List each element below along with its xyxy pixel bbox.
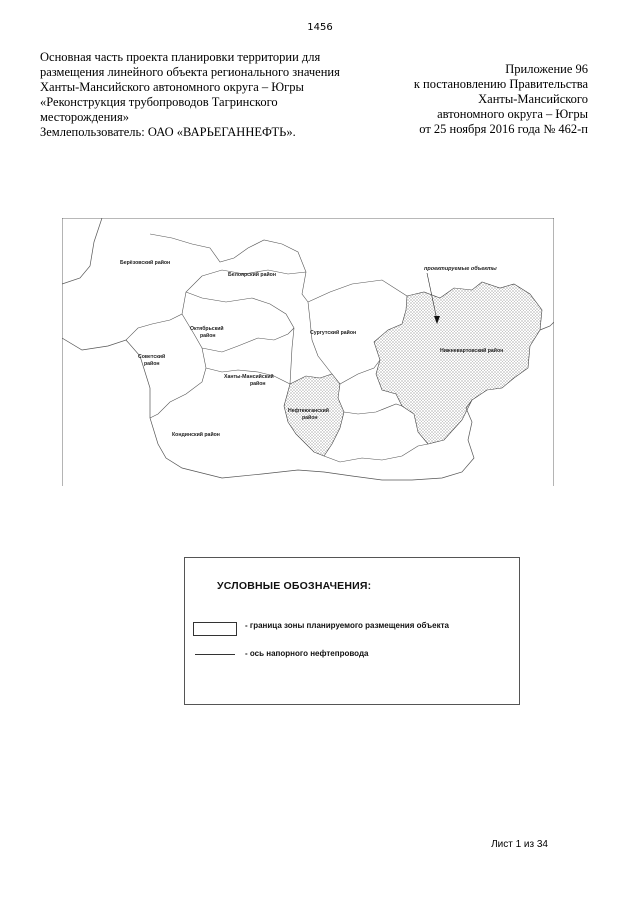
label-sovetsky-line2: район	[144, 361, 160, 367]
appendix-line: от 25 ноября 2016 года № 462-п	[419, 122, 588, 136]
label-sovetsky-line1: Советский	[138, 354, 166, 360]
label-oktyabrsky	[190, 325, 225, 339]
label-nefteyugansky-line1: Нефтеюганский	[288, 408, 329, 414]
district-nizhnevartovsk-area	[374, 282, 542, 444]
label-beloyarsky: Белоярский район	[228, 272, 276, 278]
label-oktyabrsky-line1: Октябрьский	[190, 326, 224, 332]
land-user-line: Землепользователь: ОАО «ВАРЬЕГАННЕФТЬ».	[40, 125, 296, 139]
legend-item-text: - ось напорного нефтепровода	[245, 649, 369, 658]
label-surgutsky: Сургутский район	[310, 330, 357, 336]
appendix-line: Приложение 96	[505, 62, 588, 76]
appendix-line: автономного округа – Югры	[437, 107, 588, 121]
appendix-line: к постановлению Правительства	[413, 77, 588, 91]
label-nefteyugansky-line2: район	[302, 415, 318, 421]
annotation-projected-objects: проектируемые объекты	[424, 266, 497, 272]
sheet-counter: Лист 1 из 34	[491, 839, 548, 850]
label-khm-line2: район	[250, 381, 266, 387]
pipeline-line-icon	[195, 654, 235, 655]
label-khm-line1: Ханты-Мансийский	[224, 374, 274, 380]
label-khanty-mansiysky	[224, 373, 275, 387]
page-number: 1456	[307, 22, 333, 33]
title-line: «Реконструкция трубопроводов Тагринского	[40, 95, 278, 109]
legend-item-text: - граница зоны планируемого размещения объекта	[245, 621, 449, 630]
label-sovetsky	[138, 353, 167, 367]
map-svg	[62, 218, 554, 486]
title-line: размещения линейного объекта регионального значения	[40, 65, 340, 79]
appendix-block	[414, 62, 588, 137]
label-berezovsky: Берёзовский район	[120, 260, 171, 266]
title-line: месторождения»	[40, 110, 129, 124]
legend-title: УСЛОВНЫЕ ОБОЗНАЧЕНИЯ:	[217, 580, 372, 592]
district-map	[62, 218, 554, 486]
appendix-line: Ханты-Мансийского	[478, 92, 588, 106]
map-legend	[184, 557, 520, 705]
title-line: Ханты-Мансийского автономного округа – Югры	[40, 80, 304, 94]
label-kondinsky: Кондинский район	[172, 432, 220, 438]
boundary-box-icon	[193, 622, 237, 636]
document-title-block	[40, 50, 370, 140]
label-oktyabrsky-line2: район	[200, 333, 216, 339]
title-line: Основная часть проекта планировки территории для	[40, 50, 321, 64]
label-nizhnevartovsky: Нижневартовский район	[440, 348, 504, 354]
